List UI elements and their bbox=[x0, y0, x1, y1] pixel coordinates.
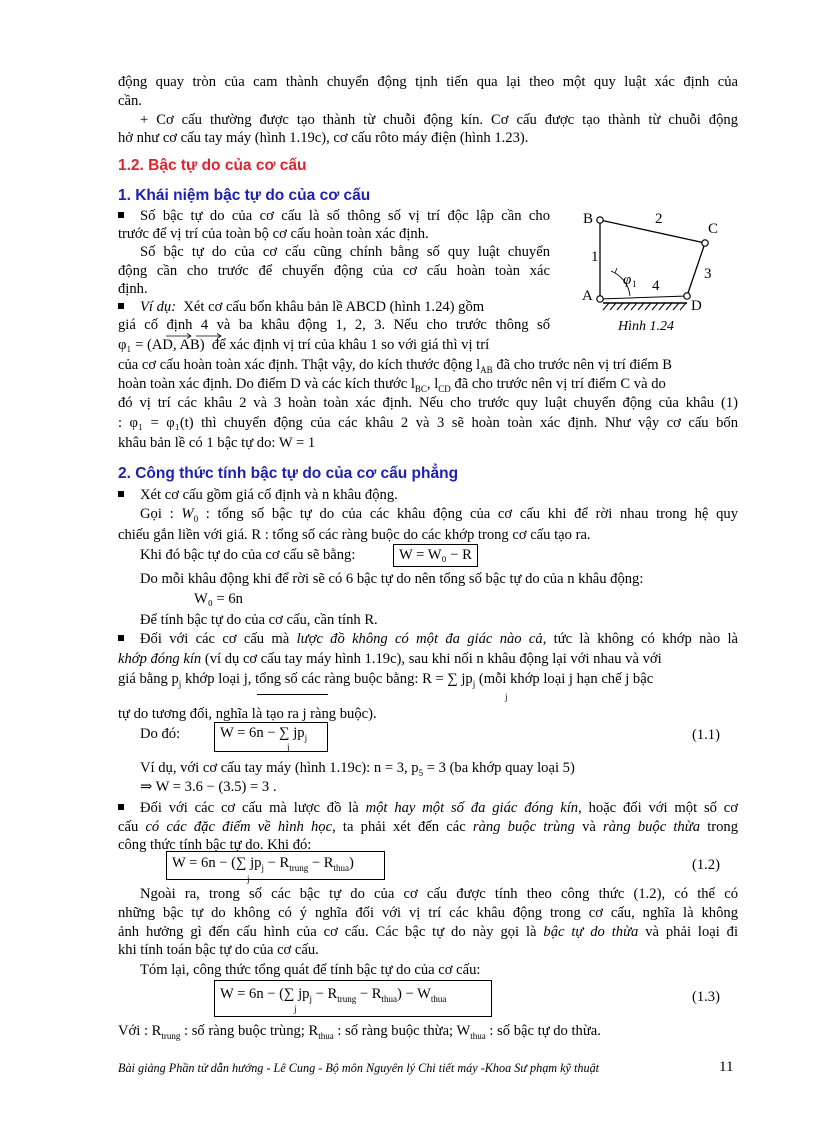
angle-arrow-icon bbox=[611, 268, 617, 273]
s2-para4-line2: những bậc tự do không có ý nghĩa đối với vị trí các khâu động trong cơ cấu, nghĩa là không bbox=[118, 905, 738, 921]
s1-cont-line5: khâu bản lề có 1 bậc tự do: W = 1 bbox=[118, 435, 316, 451]
page-footer: Bài giảng Phần tử dẫn hướng - Lê Cung - Bộ môn Nguyên lý Chi tiết máy -Khoa Sư phạm kỹ thuật bbox=[118, 1061, 600, 1075]
s2-para4-line4: khi tính toán bậc tự do của cơ cấu. bbox=[118, 942, 319, 958]
s1-cont-line2: hoàn toàn xác định. Do điểm D và các kích thước $l_{BC}$, $l_{CD}$ đã cho trước nên vị trí điểm C và do bbox=[118, 376, 666, 394]
subsection-title-1: 1. Khái niệm bậc tự do của cơ cấu bbox=[118, 187, 371, 204]
label-2: 2 bbox=[655, 211, 663, 227]
vector-arrows bbox=[158, 332, 228, 340]
ground-hatch bbox=[603, 303, 686, 310]
s2-example-line1: Ví dụ, với cơ cấu tay máy (hình 1.19c): n = 3, $p_5 = 3$ (ba khớp quay loại 5) bbox=[140, 760, 575, 778]
label-phi-sub: 1 bbox=[632, 279, 637, 289]
s1-example-line3: φ₁ = (AD, AB) để xác định vị trí của khâu 1 so với giá thì vị trí bbox=[118, 337, 490, 353]
s2-bullet2-line1: Đối với các cơ cấu mà lược đồ không có một đa giác nào cả, tức là không có khớp nào là bbox=[118, 630, 738, 648]
s2-bullet3-line3: công thức tính bậc tự do. Khi đó: bbox=[118, 837, 312, 853]
equation-1-2: W = 6n − (∑ $jp_j - R_{trung} - R_{thua}$) bbox=[172, 855, 354, 873]
s1-cont-line3: đó vị trí các khâu 2 và 3 hoàn toàn xác định. Nếu cho trước quy luật chuyển động của khâu (1) bbox=[118, 395, 738, 411]
label-3: 3 bbox=[704, 266, 712, 282]
sum-index-j: j bbox=[294, 1004, 297, 1014]
s1-para2-line2: động cần cho trước để chuyển động của cơ cấu hoàn toàn xác bbox=[118, 263, 550, 279]
s1-bullet1-line1: Số bậc tự do của cơ cấu là số thông số vị trí độc lập cần cho bbox=[118, 207, 550, 225]
sum-index-j: j bbox=[247, 874, 250, 884]
s2-bullet2-line2: khớp đóng kín (ví dụ cơ cấu tay máy hình 1.19c), sau khi nối n khâu động lại với nhau và với bbox=[118, 651, 662, 667]
joint-C bbox=[702, 240, 708, 246]
equation-number-1-2: (1.2) bbox=[692, 857, 720, 873]
equation-1-1: W = 6n − ∑ $jp_j$ bbox=[220, 725, 308, 743]
s2-do-moi: Do mỗi khâu động khi để rời sẽ có 6 bậc tự do nên tổng số bậc tự do của n khâu động: bbox=[140, 571, 644, 587]
phi-equation: φ₁ = (AD, AB) bbox=[118, 337, 205, 353]
s2-goi-line1: Gọi : $W_0$ : tổng số bậc tự do của các khâu động của cơ cấu khi để rời nhau trong hệ quy bbox=[140, 506, 738, 524]
s2-para4-line3: ảnh hưởng gì đến cấu hình của cơ cấu. Các bậc tự do này gọi là bậc tự do thừa và phải loại đi bbox=[118, 924, 739, 940]
s2-de-tinh: Để tính bậc tự do của cơ cấu, cần tính R. bbox=[140, 612, 378, 628]
s2-do-do: Do đó: bbox=[140, 726, 181, 742]
subsection-title-2: 2. Công thức tính bậc tự do của cơ cấu phẳng bbox=[118, 465, 459, 482]
equation-number-1-1: (1.1) bbox=[692, 727, 720, 743]
frame-line bbox=[600, 296, 687, 299]
label-B: B bbox=[583, 211, 594, 227]
bullet-icon bbox=[118, 491, 124, 497]
label-phi: φ bbox=[623, 272, 632, 288]
s2-para4-line1: Ngoài ra, trong số các bậc tự do của cơ cấu được tính theo công thức (1.2), có thể có bbox=[140, 886, 738, 902]
s2-w0-6n: W₀ = 6n bbox=[194, 591, 243, 607]
page-number: 11 bbox=[719, 1059, 734, 1075]
label-C: C bbox=[708, 221, 719, 237]
para0-line3: + Cơ cấu thường được tạo thành từ chuỗi động kín. Cơ cấu được tạo thành từ chuỗi động bbox=[140, 112, 738, 128]
figure-caption: Hình 1.24 bbox=[618, 319, 674, 333]
s2-bullet3-line2: cấu có các đặc điểm về hình học, ta phải xét đến các ràng buộc trùng và ràng buộc thừa trong bbox=[118, 819, 739, 835]
joint-B bbox=[597, 217, 603, 223]
para0-line2: cần. bbox=[118, 93, 142, 109]
para0-line4: hở như cơ cấu tay máy (hình 1.19c), cơ cấu rôto máy điện (hình 1.23). bbox=[118, 130, 529, 146]
link-3 bbox=[687, 243, 705, 296]
equation-number-1-3: (1.3) bbox=[692, 989, 720, 1005]
bullet-icon bbox=[118, 635, 124, 641]
s2-bullet1: Xét cơ cấu gồm giá cố định và n khâu động. bbox=[118, 486, 398, 504]
s1-para2-line3: định. bbox=[118, 281, 148, 297]
s2-voi-line: Với : $R_{trung}$ : số ràng buộc trùng; $R_{thua}$ : số ràng buộc thừa; $W_{thua}$ : số bậc tự do thừa. bbox=[118, 1023, 601, 1041]
s1-example-line2: giá cố định 4 và ba khâu động 1, 2, 3. Nếu cho trước thông số bbox=[118, 317, 550, 333]
bullet-icon bbox=[118, 804, 124, 810]
s2-goi-line2: chiếu gắn liền với giá. R : tổng số các ràng buộc do các khớp trong cơ cấu tạo ra. bbox=[118, 527, 591, 543]
s1-para2-line1: Số bậc tự do của cơ cấu cũng chính bằng số quy luật chuyển bbox=[140, 244, 550, 260]
s1-cont-line4: : φ₁ = φ₁(t) thì chuyển động của các khâu 2 và 3 sẽ hoàn toàn xác định. Như vậy cơ cấu bốn bbox=[118, 415, 738, 431]
s2-tom-lai: Tóm lại, công thức tổng quát để tính bậc tự do của cơ cấu: bbox=[140, 962, 481, 978]
bullet-icon bbox=[118, 212, 124, 218]
figure-1-24 bbox=[575, 203, 740, 333]
joint-A bbox=[597, 296, 603, 302]
section-title-1-2: 1.2. Bậc tự do của cơ cấu bbox=[118, 157, 307, 174]
s2-example-line2: ⇒ W = 3.6 − (3.5) = 3 . bbox=[140, 779, 277, 795]
s2-khi-do: Khi đó bậc tự do của cơ cấu sẽ bằng: bbox=[140, 547, 356, 563]
s2-bullet2-line3: giá bằng $p_j$ khớp loại j, tổng số các ràng buộc bằng: R = ∑ $jp_j$ (mỗi khớp loại j hạn chế j bậc bbox=[118, 671, 654, 689]
s2-bullet3-line1: Đối với các cơ cấu mà lược đồ là một hay một số đa giác đóng kín, hoặc đối với một số cơ bbox=[118, 799, 738, 817]
para0-line1: động quay tròn của cam thành chuyển động tịnh tiến qua lại theo một quy luật xác định của bbox=[118, 74, 738, 90]
label-A: A bbox=[582, 288, 593, 304]
s1-example-line1: Ví dụ: Xét cơ cấu bốn khâu bản lề ABCD (hình 1.24) gồm bbox=[118, 298, 484, 316]
label-D: D bbox=[691, 298, 702, 314]
label-1: 1 bbox=[591, 249, 599, 265]
s1-cont-line1: của cơ cấu hoàn toàn xác định. Thật vậy, do kích thước động $l_{AB}$ đã cho trước nên vị trí điểm B bbox=[118, 357, 673, 375]
equation-1-3: W = 6n − (∑ $jp_j - R_{trung} - R_{thua}) - W_{thua}$ bbox=[220, 986, 447, 1004]
sum-index-j: j bbox=[287, 742, 290, 752]
underline-mark bbox=[257, 694, 328, 696]
label-4: 4 bbox=[652, 278, 660, 294]
sum-index-j: j bbox=[505, 692, 508, 702]
joint-D bbox=[684, 293, 690, 299]
s1-bullet1-line2: trước để vị trí của toàn bộ cơ cấu hoàn toàn xác định. bbox=[118, 226, 429, 242]
bullet-icon bbox=[118, 303, 124, 309]
link-2 bbox=[600, 220, 705, 243]
equation-w: W = W₀ − R bbox=[399, 547, 472, 563]
s2-bullet2-line4: tự do tương đối, nghĩa là tạo ra j ràng buộc). bbox=[118, 706, 377, 722]
